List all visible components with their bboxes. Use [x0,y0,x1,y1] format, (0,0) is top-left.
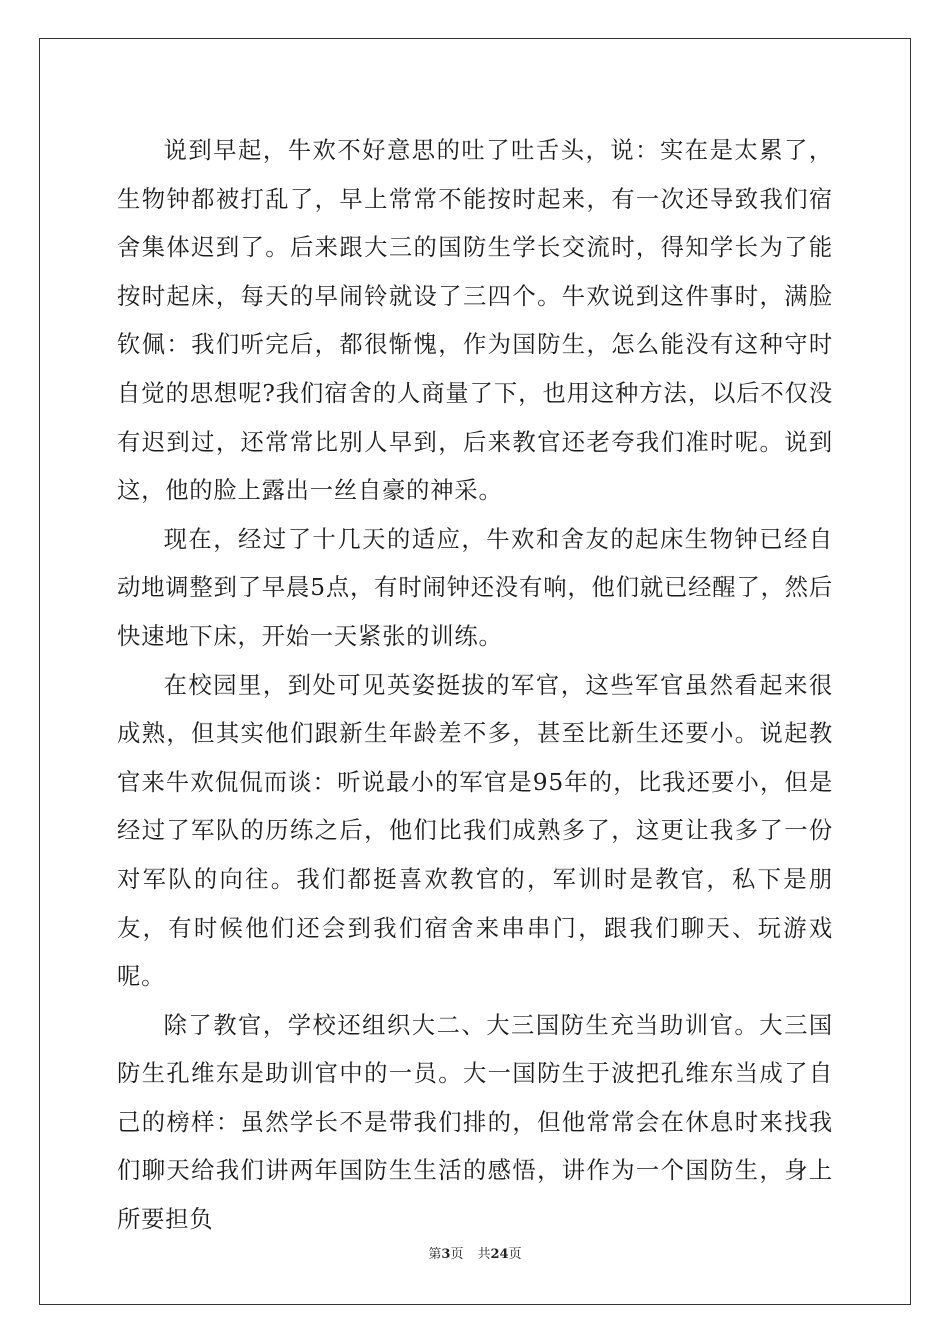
document-body [117,127,833,1245]
current-page-number: 3 [441,1247,451,1262]
paragraph: 除了教官，学校还组织大二、大三国防生充当助训官。大三国防生孔维东是助训官中的一员。大一国防生于波把孔维东当成了自己的榜样：虽然学长不是带我们排的，但他常常会在休息时来找我们聊天给我们讲两年国防生生活的感悟，讲作为一个国防生，身上所要担负 [117,1011,833,1234]
page-suffix: 页 [450,1247,464,1262]
total-prefix: 共 [477,1247,491,1262]
paragraph: 说到早起，牛欢不好意思的吐了吐舌头，说：实在是太累了，生物钟都被打乱了，早上常常不能按时起来，有一次还导致我们宿舍集体迟到了。后来跟大三的国防生学长交流时，得知学长为了能按时起床，每天的早闹铃就设了三四个。牛欢说到这件事时，满脸钦佩：我们听完后，都很惭愧，作为国防生，怎么能没有这种守时自觉的思想呢?我们宿舍的人商量了下，也用这种方法，以后不仅没有迟到过，还常常比别人早到，后来教官还老夸我们准时呢。说到这，他的脸上露出一丝自豪的神采。 [117,137,833,505]
total-suffix: 页 [508,1247,522,1262]
total-page-count: 24 [490,1247,509,1262]
page-footer [0,1247,950,1263]
page-prefix: 第 [428,1247,442,1262]
paragraph: 在校园里，到处可见英姿挺拔的军官，这些军官虽然看起来很成熟，但其实他们跟新生年龄差不多，甚至比新生还要小。说起教官来牛欢侃侃而谈：听说最小的军官是95年的，比我还要小，但是经过了军队的历练之后，他们比我们成熟多了，这更让我多了一份对军队的向往。我们都挺喜欢教官的，军训时是教官，私下是朋友，有时候他们还会到我们宿舍来串串门，跟我们聊天、玩游戏呢。 [117,671,833,991]
paragraph: 现在，经过了十几天的适应，牛欢和舍友的起床生物钟已经自动地调整到了早晨5点，有时闹钟还没有响，他们就已经醒了，然后快速地下床，开始一天紧张的训练。 [117,525,833,650]
